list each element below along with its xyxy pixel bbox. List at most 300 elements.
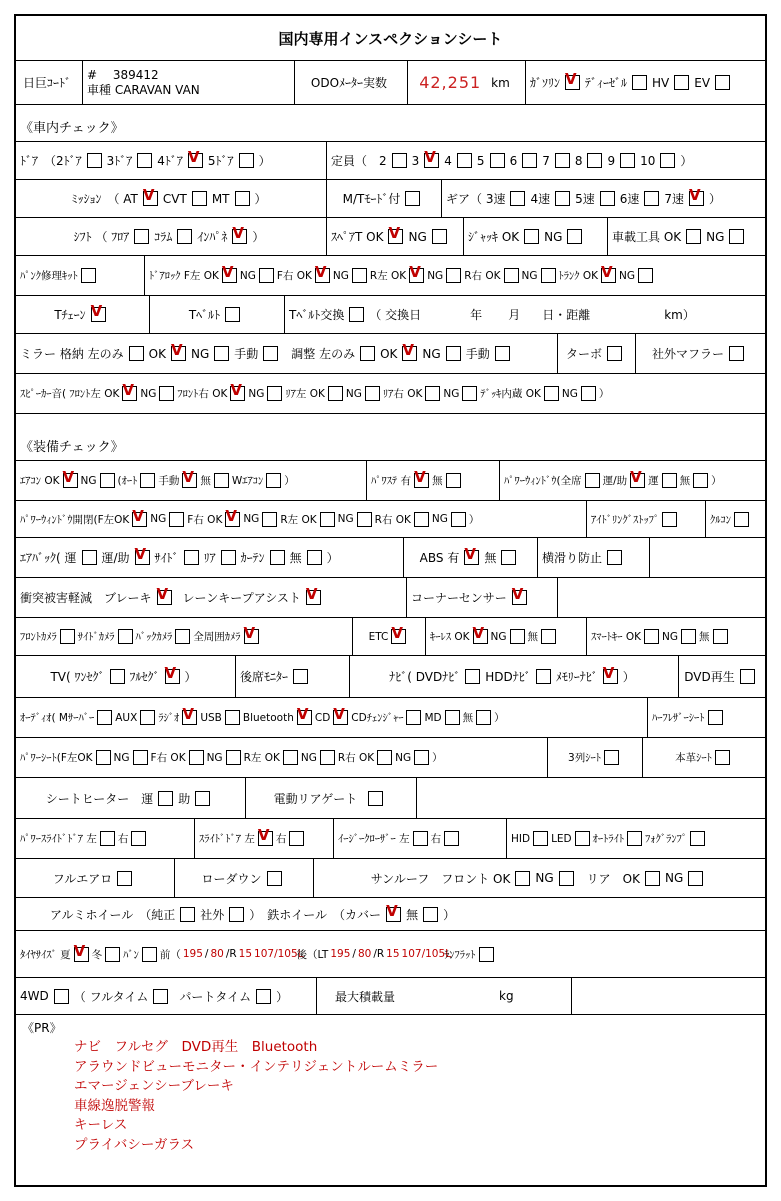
checkbox-unchecked[interactable] (479, 947, 494, 962)
field-label: 月 (508, 308, 521, 322)
checkbox-unchecked[interactable] (600, 191, 615, 206)
field-label: 4 (444, 153, 452, 168)
checkbox-checked[interactable] (230, 381, 245, 401)
field-label: NG (619, 269, 635, 282)
field-label: ｼﾌﾄ （ ﾌﾛｱ (73, 230, 130, 244)
checkbox-unchecked[interactable] (541, 629, 556, 644)
checkbox-unchecked[interactable] (105, 947, 120, 962)
checkbox-checked[interactable] (333, 705, 348, 725)
checkbox-unchecked[interactable] (352, 268, 367, 283)
checkbox-unchecked[interactable] (713, 629, 728, 644)
checkbox-unchecked[interactable] (644, 629, 659, 644)
checkbox-checked[interactable] (391, 624, 406, 644)
checkbox-unchecked[interactable] (307, 550, 322, 565)
checkbox-unchecked[interactable] (444, 831, 459, 846)
checkbox-unchecked[interactable] (226, 750, 241, 765)
field-label: NG (443, 387, 460, 400)
checkbox-unchecked[interactable] (214, 346, 229, 361)
checkbox-unchecked[interactable] (328, 386, 343, 401)
checkbox-unchecked[interactable] (129, 346, 144, 361)
checkbox-unchecked[interactable] (266, 473, 281, 488)
field-label: ﾗｼﾞｵ (158, 712, 180, 724)
checkbox-unchecked[interactable] (221, 550, 236, 565)
checkbox-unchecked[interactable] (229, 907, 244, 922)
field-label: ｺﾗﾑ (154, 230, 173, 244)
checkbox-unchecked[interactable] (451, 512, 466, 527)
checkbox-unchecked[interactable] (256, 989, 271, 1004)
checkbox-unchecked[interactable] (607, 550, 622, 565)
check-mark: V (388, 224, 401, 242)
check-mark: V (414, 468, 426, 486)
mirror-row (16, 334, 765, 374)
checkbox-unchecked[interactable] (259, 268, 274, 283)
checkbox-unchecked[interactable] (674, 75, 689, 90)
checkbox-unchecked[interactable] (708, 710, 723, 725)
field-label: 定員（ 2 (331, 154, 387, 168)
field-label: 全周囲ｶﾒﾗ (193, 631, 241, 643)
checkbox-unchecked[interactable] (688, 871, 703, 886)
field-label: ｴｱｺﾝ OK (20, 475, 60, 487)
field-label: NG (664, 871, 684, 885)
checkbox-unchecked[interactable] (100, 473, 115, 488)
power-seat-row (16, 738, 765, 778)
section-equipment (16, 414, 765, 461)
checkbox-unchecked[interactable] (192, 191, 207, 206)
checkbox-unchecked[interactable] (575, 831, 590, 846)
field-label: NG (422, 346, 441, 361)
checkbox-unchecked[interactable] (270, 550, 285, 565)
field-label: ｱｲﾄﾞﾘﾝｸﾞｽﾄｯﾌﾟ (591, 513, 660, 526)
checkbox-checked[interactable] (221, 263, 237, 283)
field-label: ） (258, 154, 271, 168)
field-label: 5ﾄﾞｱ (207, 154, 234, 168)
field-label: ミラー 格納 左のみ (20, 347, 124, 361)
checkbox-unchecked[interactable] (662, 473, 677, 488)
checkbox-unchecked[interactable] (662, 512, 677, 527)
field-label: R左 OK (280, 513, 317, 526)
checkbox-unchecked[interactable] (377, 750, 392, 765)
checkbox-unchecked[interactable] (349, 307, 364, 322)
checkbox-unchecked[interactable] (465, 669, 480, 684)
checkbox-unchecked[interactable] (495, 346, 510, 361)
checkbox-unchecked[interactable] (559, 871, 574, 886)
checkbox-checked[interactable] (156, 585, 172, 605)
checkbox-checked[interactable] (232, 224, 247, 244)
field-label: 日巨ｺｰﾄﾞ (22, 76, 71, 90)
checkbox-checked[interactable] (132, 506, 147, 527)
field-label: NG (206, 751, 223, 764)
checkbox-checked[interactable] (187, 148, 203, 168)
checkbox-unchecked[interactable] (413, 831, 428, 846)
field-label: 車載工具 OK (612, 230, 682, 244)
field-label: USB (200, 711, 222, 724)
checkbox-unchecked[interactable] (177, 229, 192, 244)
checkbox-unchecked[interactable] (137, 153, 152, 168)
field-label: アルミホイール （純正 (50, 907, 176, 922)
checkbox-unchecked[interactable] (620, 153, 635, 168)
empty-cell (416, 778, 765, 818)
entered-value: 80 (210, 948, 224, 960)
checkbox-unchecked[interactable] (195, 791, 210, 806)
pr-cell (16, 1015, 765, 1185)
checkbox-unchecked[interactable] (446, 268, 461, 283)
checkbox-checked[interactable] (182, 705, 197, 725)
checkbox-unchecked[interactable] (214, 473, 229, 488)
checkbox-unchecked[interactable] (289, 831, 304, 846)
audio-row (16, 698, 765, 738)
checkbox-unchecked[interactable] (715, 75, 730, 90)
inspection-sheet (14, 14, 767, 1187)
empty-cell (557, 578, 765, 617)
cruise-control-cell (705, 501, 765, 537)
field-label: 手動 (158, 475, 180, 487)
checkbox-unchecked[interactable] (153, 989, 168, 1004)
field-label: M/Tﾓｰﾄﾞ付 (342, 192, 401, 206)
camera-cell (16, 618, 352, 655)
checkbox-checked[interactable] (601, 263, 616, 283)
checkbox-checked[interactable] (305, 585, 321, 605)
checkbox-unchecked[interactable] (293, 669, 308, 684)
checkbox-unchecked[interactable] (541, 268, 556, 283)
field-label: ﾊﾞｯｸｶﾒﾗ (135, 631, 173, 643)
checkbox-unchecked[interactable] (131, 831, 146, 846)
checkbox-unchecked[interactable] (158, 791, 173, 806)
checkbox-unchecked[interactable] (414, 512, 429, 527)
field-label: ﾊﾟﾝｸ修理ｷｯﾄ (20, 270, 78, 282)
checkbox-unchecked[interactable] (515, 871, 530, 886)
t-chain-cell (16, 296, 149, 333)
checkbox-unchecked[interactable] (585, 473, 600, 488)
field-label: NG (150, 513, 167, 525)
checkbox-unchecked[interactable] (118, 629, 133, 644)
entered-value: 107/105L (254, 948, 304, 960)
field-label: ﾄﾞｱﾛｯｸ F左 OK (149, 270, 219, 282)
field-label: ｷｰﾚｽ OK (430, 631, 470, 643)
checkbox-unchecked[interactable] (60, 629, 75, 644)
checkbox-unchecked[interactable] (368, 791, 383, 806)
checkbox-unchecked[interactable] (522, 153, 537, 168)
checkbox-unchecked[interactable] (567, 229, 582, 244)
third-row-seat-cell (547, 738, 642, 777)
checkbox-unchecked[interactable] (184, 550, 199, 565)
field-label: NG (544, 229, 563, 244)
checkbox-unchecked[interactable] (693, 473, 708, 488)
checkbox-checked[interactable] (296, 705, 312, 725)
field-label: AUX (115, 711, 138, 724)
checkbox-unchecked[interactable] (140, 710, 155, 725)
leather-seat-cell (642, 738, 765, 777)
field-label: LED (551, 832, 572, 845)
field-label: NG (395, 751, 412, 764)
airbag-cell (16, 538, 403, 577)
checkbox-checked[interactable] (182, 468, 197, 488)
check-mark: V (182, 705, 194, 723)
checkbox-unchecked[interactable] (262, 512, 277, 527)
checkbox-unchecked[interactable] (604, 750, 619, 765)
checkbox-unchecked[interactable] (715, 750, 730, 765)
checkbox-checked[interactable] (409, 263, 424, 283)
checkbox-unchecked[interactable] (81, 268, 96, 283)
checkbox-checked[interactable] (257, 826, 273, 846)
field-label: 無 (200, 475, 211, 487)
checkbox-checked[interactable] (90, 302, 106, 322)
checkbox-unchecked[interactable] (555, 153, 570, 168)
check-mark: V (409, 263, 421, 281)
checkbox-unchecked[interactable] (638, 268, 653, 283)
field-label: ﾘｱ左 OK (285, 388, 325, 400)
checkbox-unchecked[interactable] (189, 750, 204, 765)
checkbox-checked[interactable] (602, 664, 618, 684)
checkbox-unchecked[interactable] (169, 512, 184, 527)
checkbox-unchecked[interactable] (180, 907, 195, 922)
field-label: 無 (699, 631, 710, 643)
rear-monitor-cell (235, 656, 349, 697)
checkbox-unchecked[interactable] (536, 669, 551, 684)
field-label: 後（LT (296, 948, 329, 961)
checkbox-unchecked[interactable] (445, 710, 460, 725)
slide-door-cell (194, 819, 333, 858)
checkbox-unchecked[interactable] (134, 229, 149, 244)
checkbox-checked[interactable] (386, 901, 401, 922)
checkbox-unchecked[interactable] (457, 153, 472, 168)
checkbox-unchecked[interactable] (225, 710, 240, 725)
checkbox-checked[interactable] (134, 545, 150, 565)
check-mark: V (424, 148, 436, 166)
timing-row (16, 296, 765, 334)
check-mark: V (472, 624, 485, 642)
checkbox-unchecked[interactable] (87, 153, 102, 168)
field-label: ） (598, 388, 610, 400)
field-label: （ フルタイム (73, 989, 149, 1004)
field-label: ﾘｱ (203, 551, 216, 565)
checkbox-unchecked[interactable] (175, 629, 190, 644)
field-label: CDﾁｪﾝｼﾞｬｰ (351, 712, 404, 724)
field-label: ﾌﾛﾝﾄｶﾒﾗ (20, 631, 57, 643)
aircon-cell (16, 461, 366, 500)
checkbox-unchecked[interactable] (267, 871, 282, 886)
field-label: ） (468, 513, 480, 526)
checkbox-checked[interactable] (472, 624, 488, 644)
checkbox-unchecked[interactable] (142, 947, 157, 962)
field-label: ｽﾍﾟｱT OK (331, 230, 384, 244)
field-label: / (204, 948, 209, 960)
pr-comment-line: エマージェンシーブレーキ (74, 1078, 234, 1094)
field-label: 3ﾄﾞｱ (106, 154, 133, 168)
checkbox-unchecked[interactable] (423, 907, 438, 922)
checkbox-checked[interactable] (164, 664, 180, 684)
field-label: km） (664, 308, 695, 322)
checkbox-checked[interactable] (464, 545, 479, 565)
field-label: 5速 (575, 192, 595, 206)
checkbox-checked[interactable] (630, 468, 645, 488)
checkbox-unchecked[interactable] (645, 871, 660, 886)
checkbox-checked[interactable] (314, 263, 330, 283)
field-label: ｶﾞｿﾘﾝ (530, 76, 561, 90)
checkbox-checked[interactable] (689, 186, 704, 206)
t-belt-exchange-cell (284, 296, 765, 333)
checkbox-unchecked[interactable] (357, 512, 372, 527)
field-label: 無 (289, 551, 302, 565)
pr-section-label: 《PR》 (22, 1021, 62, 1035)
field-label: ｲﾝﾊﾟﾈ (197, 230, 228, 244)
entered-value: 107/105L (401, 948, 452, 960)
checkbox-unchecked[interactable] (320, 512, 335, 527)
puncture-kit-cell (16, 256, 144, 295)
checkbox-unchecked[interactable] (632, 75, 647, 90)
checkbox-unchecked[interactable] (607, 346, 622, 361)
checkbox-unchecked[interactable] (510, 629, 525, 644)
field-label: NG (490, 630, 507, 643)
checkbox-unchecked[interactable] (133, 750, 148, 765)
capacity-cell (326, 142, 765, 179)
checkbox-unchecked[interactable] (501, 550, 516, 565)
checkbox-unchecked[interactable] (425, 386, 440, 401)
checkbox-unchecked[interactable] (446, 473, 461, 488)
checkbox-unchecked[interactable] (686, 229, 701, 244)
checkbox-unchecked[interactable] (406, 710, 421, 725)
checkbox-unchecked[interactable] (82, 550, 97, 565)
field-label: パートタイム (179, 989, 252, 1004)
checkbox-unchecked[interactable] (263, 346, 278, 361)
field-label: CD (314, 711, 331, 724)
field-label: ｶｰﾃﾝ (240, 551, 265, 565)
field-label: 4速 (530, 192, 551, 206)
checkbox-checked[interactable] (225, 506, 240, 527)
field-label: ｽﾋﾟｰｶｰ音( ﾌﾛﾝﾄ左 OK (20, 388, 120, 400)
field-label: 無 (484, 551, 497, 565)
gear-cell (441, 180, 765, 217)
checkbox-unchecked[interactable] (476, 710, 491, 725)
checkbox-unchecked[interactable] (490, 153, 505, 168)
pr-comment-line: アラウンドビューモニター・インテリジェントルームミラー (74, 1058, 439, 1075)
field-label: 電動リアゲート (273, 791, 358, 806)
check-mark: V (386, 901, 398, 920)
tire-size-cell (16, 931, 765, 977)
checkbox-unchecked[interactable] (660, 153, 675, 168)
checkbox-unchecked[interactable] (432, 229, 447, 244)
field-label: NG (239, 269, 256, 282)
checkbox-unchecked[interactable] (267, 386, 282, 401)
field-label: ﾊﾟﾜｰｽﾗｲﾄﾞﾄﾞｱ 左 (20, 833, 97, 845)
checkbox-unchecked[interactable] (510, 191, 525, 206)
checkbox-unchecked[interactable] (320, 750, 335, 765)
checkbox-unchecked[interactable] (54, 989, 69, 1004)
checkbox-checked[interactable] (388, 224, 403, 244)
checkbox-unchecked[interactable] (140, 473, 155, 488)
checkbox-unchecked[interactable] (581, 386, 596, 401)
field-label: MT (211, 191, 230, 206)
field-label: ﾘｱ右 OK (382, 388, 423, 400)
checkbox-checked[interactable] (243, 624, 259, 644)
checkbox-unchecked[interactable] (392, 153, 407, 168)
checkbox-unchecked[interactable] (446, 346, 461, 361)
field-label: 4ﾄﾞｱ (157, 154, 183, 168)
idling-stop-cell (586, 501, 705, 537)
checkbox-unchecked[interactable] (681, 629, 696, 644)
checkbox-unchecked[interactable] (97, 710, 112, 725)
checkbox-unchecked[interactable] (644, 191, 659, 206)
mission-cell (16, 180, 326, 217)
checkbox-unchecked[interactable] (235, 191, 250, 206)
check-mark: V (187, 148, 200, 166)
audio-cell (16, 698, 647, 737)
check-mark: V (164, 664, 177, 682)
power-window-cell (499, 461, 765, 500)
checkbox-unchecked[interactable] (734, 512, 749, 527)
checkbox-checked[interactable] (565, 70, 580, 90)
field-label: 6速 (619, 192, 640, 206)
checkbox-unchecked[interactable] (360, 346, 375, 361)
checkbox-checked[interactable] (402, 341, 417, 361)
field-label: ABS 有 (419, 551, 460, 565)
field-label: NG (431, 513, 448, 525)
checkbox-unchecked[interactable] (462, 386, 477, 401)
checkbox-unchecked[interactable] (414, 750, 429, 765)
field-label: NG (243, 513, 260, 525)
check-mark: V (511, 585, 524, 603)
checkbox-unchecked[interactable] (504, 268, 519, 283)
checkbox-unchecked[interactable] (239, 153, 254, 168)
checkbox-checked[interactable] (122, 381, 137, 401)
checkbox-unchecked[interactable] (729, 346, 744, 361)
checkbox-checked[interactable] (424, 148, 439, 168)
field-label: NG (662, 630, 678, 643)
check-mark: V (257, 826, 270, 844)
checkbox-unchecked[interactable] (544, 386, 559, 401)
checkbox-unchecked[interactable] (117, 871, 132, 886)
field-label: ｲｰｼﾞｰｸﾛｰｻﾞｰ 左 (338, 833, 410, 845)
field-label: ﾊﾟﾜｰｳｨﾝﾄﾞｳ開閉(F左OK (20, 513, 130, 526)
checkbox-unchecked[interactable] (96, 750, 111, 765)
checkbox-unchecked[interactable] (365, 386, 380, 401)
checkbox-unchecked[interactable] (283, 750, 298, 765)
checkbox-unchecked[interactable] (110, 669, 125, 684)
field-label: ） (184, 670, 197, 684)
checkbox-checked[interactable] (73, 941, 89, 962)
checkbox-checked[interactable] (170, 341, 186, 361)
checkbox-unchecked[interactable] (729, 229, 744, 244)
field-label: 横滑り防止 (542, 551, 603, 565)
entered-value: 195 (330, 948, 351, 960)
checkbox-checked[interactable] (511, 585, 527, 605)
checkbox-unchecked[interactable] (524, 229, 539, 244)
entered-value: 15 (386, 948, 400, 960)
checkbox-unchecked[interactable] (740, 669, 755, 684)
checkbox-unchecked[interactable] (690, 831, 705, 846)
checkbox-unchecked[interactable] (405, 191, 420, 206)
checkbox-unchecked[interactable] (533, 831, 548, 846)
field-label: Tﾍﾞﾙﾄ交換 (289, 308, 345, 322)
checkbox-checked[interactable] (62, 468, 78, 488)
field-label: (ｵｰﾄ (117, 475, 138, 487)
checkbox-unchecked[interactable] (159, 386, 174, 401)
shift-row (16, 218, 765, 256)
checkbox-unchecked[interactable] (225, 307, 240, 322)
checkbox-unchecked[interactable] (555, 191, 570, 206)
field-label: ｻｲﾄﾞｶﾒﾗ (77, 631, 115, 643)
field-label: HID (511, 832, 531, 845)
field-label: ﾌﾙｾｸﾞ (129, 670, 160, 684)
checkbox-unchecked[interactable] (627, 831, 642, 846)
checkbox-checked[interactable] (414, 468, 429, 488)
checkbox-unchecked[interactable] (587, 153, 602, 168)
empty-cell (571, 978, 765, 1014)
aircon-row (16, 461, 765, 501)
power-seat-cell (16, 738, 547, 777)
checkbox-checked[interactable] (142, 186, 158, 206)
checkbox-unchecked[interactable] (100, 831, 115, 846)
entered-value: 80 (357, 948, 372, 960)
